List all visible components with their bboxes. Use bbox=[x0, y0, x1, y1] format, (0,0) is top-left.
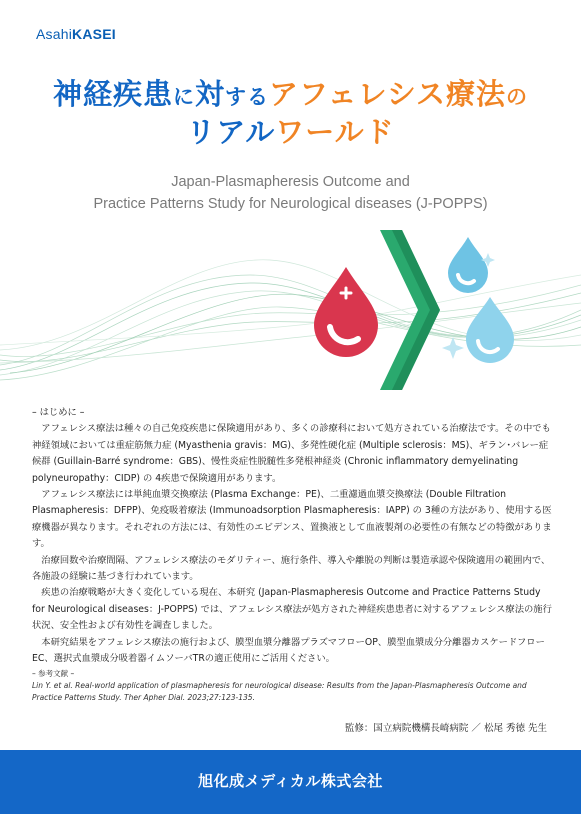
paragraph: 疾患の治療戦略が大きく変化している現在、本研究 (Japan-Plasmapheresis Outcome and Practice Patterns Study for Neurological diseases：J-POPPS) では、アフェレシス療法が処方された神経疾患患者に対するアフェレシス療法の施行状況、安全性および有効性を調査しました。 bbox=[32, 587, 552, 632]
title-line-2 bbox=[0, 116, 581, 149]
body-text bbox=[32, 405, 554, 704]
asahi-kasei-logo bbox=[36, 26, 116, 42]
title-part: 対 bbox=[195, 77, 226, 111]
title-part: に bbox=[173, 85, 196, 109]
blue-drop-icon bbox=[448, 237, 488, 293]
red-drop-icon bbox=[314, 267, 378, 357]
section-heading: – はじめに – bbox=[32, 407, 85, 418]
light-blue-drop-icon bbox=[466, 297, 514, 363]
paragraph: 本研究結果をアフェレシス療法の施行および、膜型血漿分離器プラズマフローOP、膜型血漿成分分離器カスケードフロー EC、選択式血漿成分吸着器イムソーバTRの適正使用にご活用ください。 bbox=[32, 636, 545, 665]
logo-prefix: Asahi bbox=[36, 26, 73, 42]
reference-citation: Lin Y. et al. Real-world application of plasmapheresis for neurological disease: Results from the Japan-Plasmapheresis Outcome and Practice Patterns Study. Ther Apher Dial. 2023;27:123-135. bbox=[32, 680, 527, 702]
title-part: 神経疾患 bbox=[53, 77, 174, 111]
decoration-illustration bbox=[0, 215, 581, 395]
reference-heading: – 参考文献 – bbox=[32, 668, 75, 678]
title-line-1 bbox=[0, 78, 581, 114]
green-chevron-icon bbox=[380, 230, 440, 390]
subtitle bbox=[0, 171, 581, 215]
footer-bar bbox=[0, 750, 581, 814]
paragraph: アフェレシス療法には単純血漿交換療法 (Plasma Exchange：PE)、二重濾過血漿交換療法 (Double Filtration Plasmapheresis：DFPP)、免疫吸着療法 (Immunoadsorption Plasmapheresis：IAPP) の 3種の方法があり、使用する医療機器が異なります。それぞれの方法には、有効性のエビデンス、置換液として血液製剤の必要性の有無などの特徴があります。 bbox=[32, 489, 552, 550]
paragraph: 治療回数や治療間隔、アフェレシス療法のモダリティー、施行条件、導入や離脱の判断は製造承認や保険適用の範囲内で、各施設の経験に基づき行われています。 bbox=[32, 554, 551, 583]
subtitle-line-1: Japan-Plasmapheresis Outcome and bbox=[171, 174, 410, 190]
title-part: する bbox=[225, 85, 270, 109]
logo-main: KASEI bbox=[72, 26, 116, 42]
title-part: ワールド bbox=[275, 115, 395, 149]
supervisor-credit: 監修：国立病院機構長崎病院 ／ 松尾 秀徳 先生 bbox=[344, 723, 547, 734]
title-part: の bbox=[506, 85, 528, 109]
title-part: アフェレシス療法 bbox=[269, 77, 506, 111]
subtitle-line-2: Practice Patterns Study for Neurological diseases (J-POPPS) bbox=[93, 196, 488, 212]
company-name: 旭化成メディカル株式会社 bbox=[198, 772, 383, 790]
title-part: リアル bbox=[186, 115, 276, 149]
paragraph: アフェレシス療法は種々の自己免疫疾患に保険適用があり、多くの診療科において処方されている治療法です。その中でも神経領域においては重症筋無力症 (Myasthenia gravis：MG)、多発性硬化症 (Multiple sclerosis：MS)、ギラン･バレー症候群 (Guillain-Barré syndrome：GBS)、慢性炎症性脱髄性多発根神経炎 (Chronic inflammatory demyelinating polyneuropathy：CIDP) の 4疾患で保険適用があります。 bbox=[32, 423, 551, 484]
